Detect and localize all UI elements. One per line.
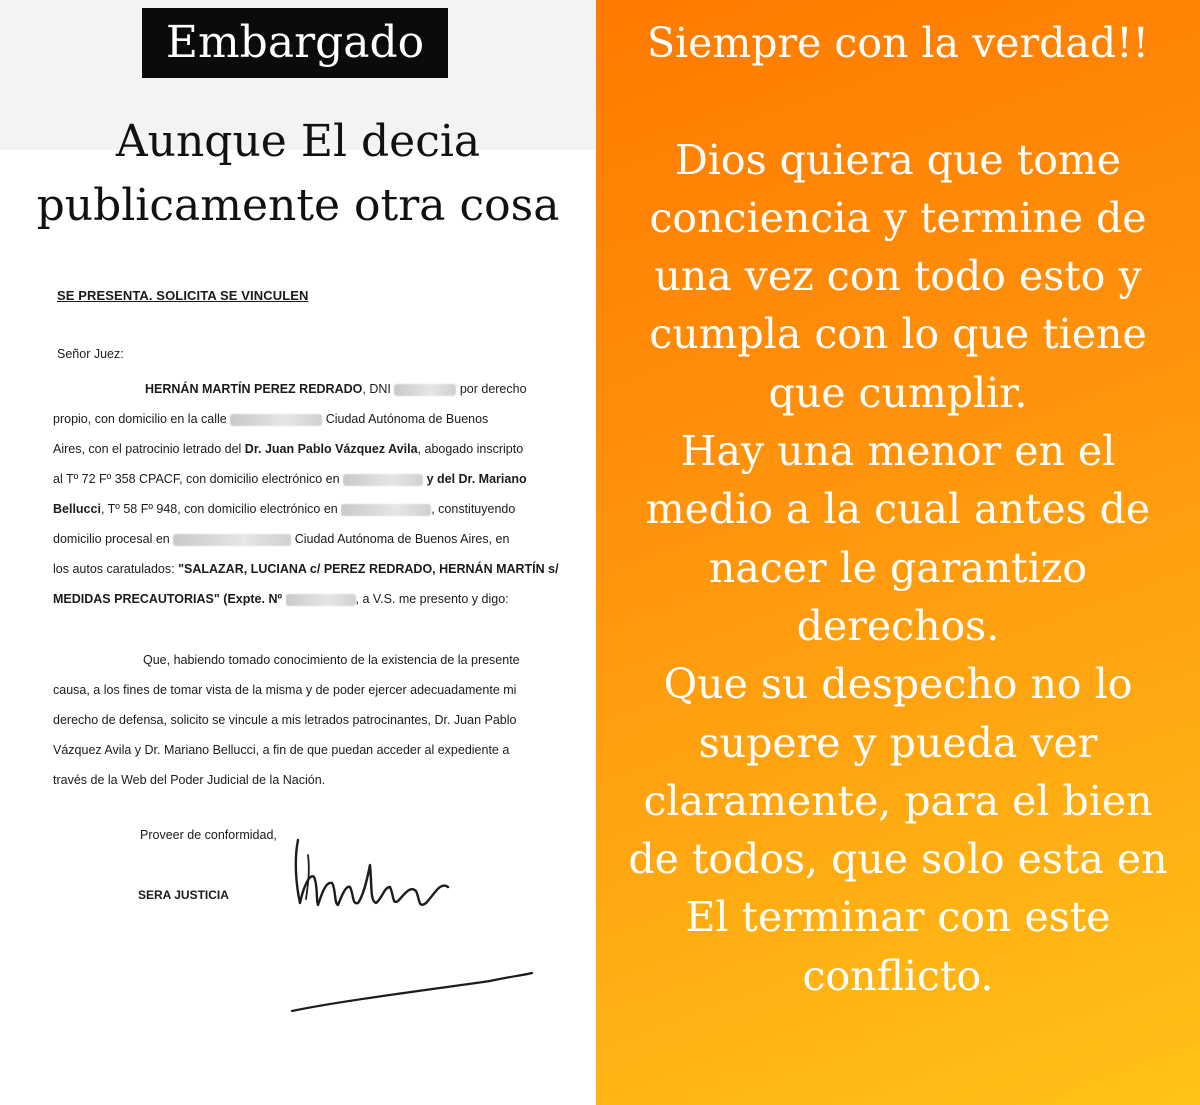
statement-line: Hay una menor en el (680, 427, 1116, 476)
redacted-text (286, 594, 356, 606)
document-salutation: Señor Juez: (57, 347, 124, 361)
statement-line (596, 72, 1200, 130)
statement-line: medio a la cual antes de (645, 485, 1151, 534)
statement-line: El terminar con este (685, 893, 1111, 942)
statement-line: de todos, que solo esta en (628, 835, 1168, 884)
statement-line: cumpla con lo que tiene (649, 310, 1147, 359)
redacted-text (343, 474, 423, 486)
caption-line: publicamente otra cosa (36, 180, 560, 231)
paragraph-presentation: HERNÁN MARTÍN PEREZ REDRADO, DNI por derecho propio, con domicilio en la calle Ciudad Autónoma de Buenos Aires, con el patrocinio letrado del Dr. Juan Pablo Vázquez Avila, abogado inscripto al Tº 72 Fº 358 CPACF, con domicilio electrónico en y del Dr. Mariano Bellucci, Tº 58 Fº 948, con domicilio electrónico en , constituyendo domicilio procesal en Ciudad Autónoma de Buenos Aires, en los autos caratulados: "SALAZAR, LUCIANA c/ PEREZ REDRADO, HERNÁN MARTÍN s/ MEDIDAS PRECAUTORIAS" (Expte. Nº , a V.S. me presento y digo: (53, 382, 559, 606)
legal-document (0, 230, 596, 1105)
statement-line: que cumplir. (768, 368, 1028, 417)
statement-line: Siempre con la verdad!! (646, 19, 1150, 67)
redacted-text (394, 384, 456, 396)
statement-line: derechos. (796, 601, 1000, 650)
left-panel (0, 0, 596, 1105)
statement-line: conflicto. (802, 951, 994, 1000)
statement-line: nacer le garantizo (708, 543, 1088, 592)
document-heading: SE PRESENTA. SOLICITA SE VINCULEN (57, 288, 309, 303)
statement-line: supere y pueda ver (698, 718, 1098, 767)
caption-text (0, 110, 596, 238)
paragraph-request: Que, habiendo tomado conocimiento de la existencia de la presente causa, a los fines de tomar vista de la misma y de poder ejercer adecuadamente mi derecho de defensa, solicito se vincule a mis letrados patrocinantes, Dr. Juan Pablo Vázquez Avila y Dr. Mariano Bellucci, a fin de que puedan acceder al expediente a través de la Web del Poder Judicial de la Nación. (53, 653, 520, 787)
statement-line: Dios quiera que tome (674, 135, 1122, 184)
statement-line: claramente, para el bien (643, 776, 1153, 825)
statement-line: conciencia y termine de (649, 193, 1147, 242)
sera-justicia-text: SERA JUSTICIA (138, 888, 229, 902)
handwritten-signature (280, 815, 540, 1015)
statement-line: una vez con todo esto y (654, 252, 1142, 301)
statement-line: Que su despecho no lo (663, 660, 1133, 709)
closing-text: Proveer de conformidad, (140, 828, 277, 842)
right-panel (596, 0, 1200, 1105)
redacted-text (230, 414, 322, 426)
caption-line: Aunque El decia (115, 116, 481, 167)
embargado-badge: Embargado (142, 8, 448, 78)
redacted-text (173, 534, 291, 546)
statement-text (596, 14, 1200, 1005)
redacted-text (341, 504, 431, 516)
